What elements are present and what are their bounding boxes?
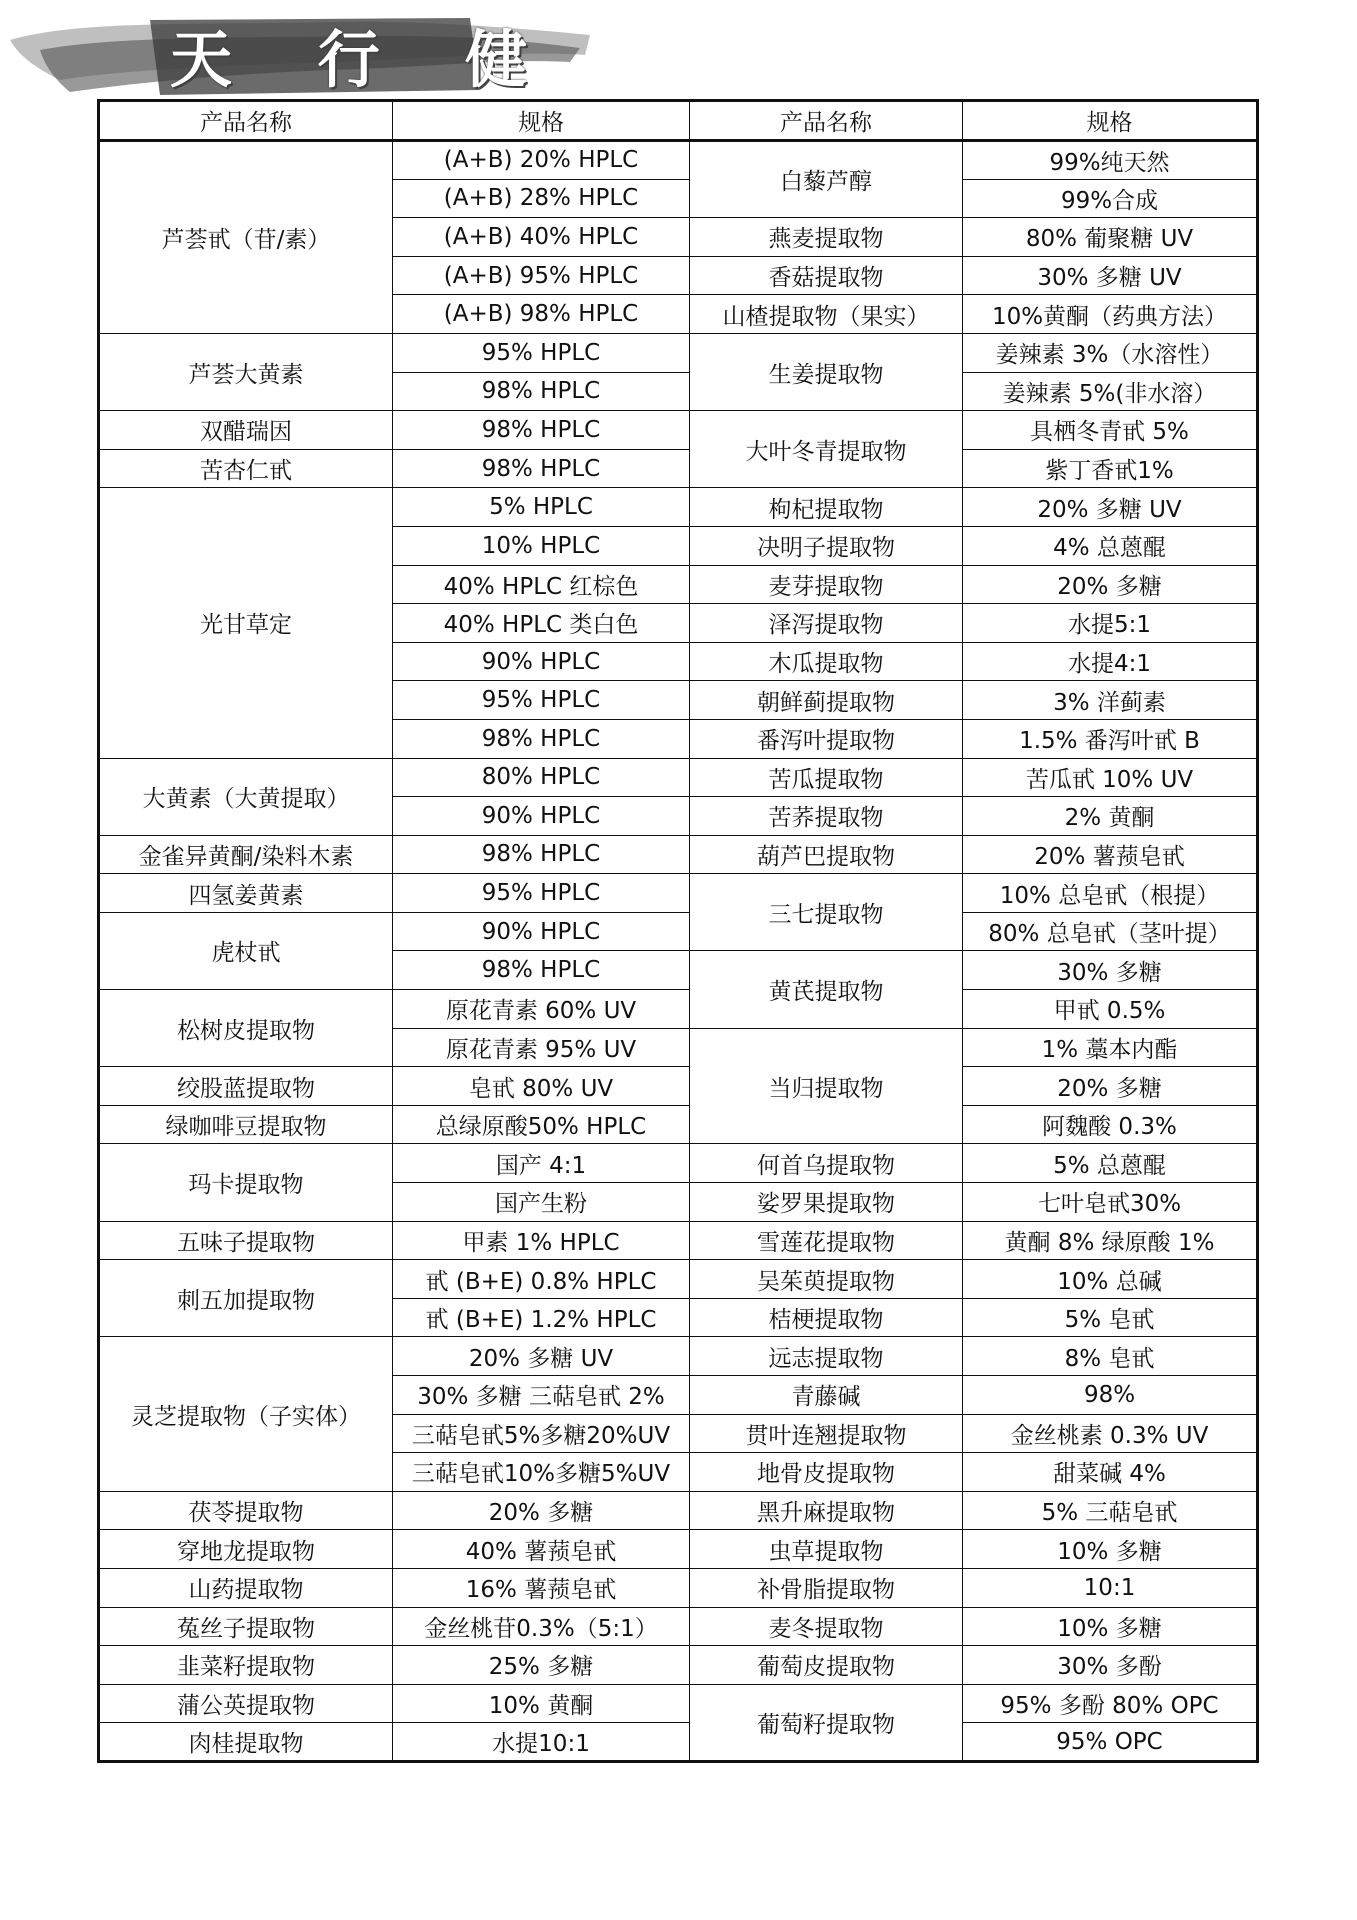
spec-cell: 16% 薯蓣皂甙 [393, 1568, 690, 1607]
table-row [99, 333, 1258, 372]
spec-cell: 金丝桃苷0.3%（5:1） [393, 1607, 690, 1646]
spec-cell: 甲素 1% HPLC [393, 1221, 690, 1260]
product-name-cell: 麦冬提取物 [690, 1607, 963, 1646]
spec-cell: 甲甙 0.5% [963, 990, 1258, 1029]
spec-cell: (A+B) 20% HPLC [393, 141, 690, 180]
spec-cell: 姜辣素 5%(非水溶） [963, 372, 1258, 411]
spec-cell: 5% 皂甙 [963, 1298, 1258, 1337]
table-row [99, 835, 1258, 874]
product-name-cell: 生姜提取物 [690, 333, 963, 410]
table-row [99, 488, 1258, 527]
spec-cell: 10% HPLC [393, 526, 690, 565]
product-name-cell: 白藜芦醇 [690, 141, 963, 218]
product-name-cell: 番泻叶提取物 [690, 719, 963, 758]
product-name-cell: 双醋瑞因 [99, 411, 393, 450]
product-table [97, 99, 1259, 1763]
spec-cell: 98% HPLC [393, 449, 690, 488]
spec-cell: 水提5:1 [963, 604, 1258, 643]
product-name-cell: 葡萄皮提取物 [690, 1646, 963, 1685]
product-name-cell: 苦杏仁甙 [99, 449, 393, 488]
product-name-cell: 四氢姜黄素 [99, 874, 393, 913]
brand-name: 天 行 健 [170, 23, 560, 96]
spec-cell: (A+B) 98% HPLC [393, 295, 690, 334]
spec-cell: 10% 多糖 [963, 1530, 1258, 1569]
product-name-cell: 补骨脂提取物 [690, 1568, 963, 1607]
spec-cell: 水提10:1 [393, 1723, 690, 1762]
spec-cell: 5% HPLC [393, 488, 690, 527]
table-row [99, 758, 1258, 797]
product-name-cell: 朝鲜蓟提取物 [690, 681, 963, 720]
product-name-cell: 葡萄籽提取物 [690, 1684, 963, 1761]
spec-cell: 10% 黄酮 [393, 1684, 690, 1723]
spec-cell: 甙 (B+E) 0.8% HPLC [393, 1260, 690, 1299]
spec-cell: 三萜皂甙10%多糖5%UV [393, 1453, 690, 1492]
product-name-cell: 蒲公英提取物 [99, 1684, 393, 1723]
product-name-cell: 刺五加提取物 [99, 1260, 393, 1337]
spec-cell: 30% 多糖 [963, 951, 1258, 990]
column-header: 规格 [393, 101, 690, 141]
spec-cell: 甜菜碱 4% [963, 1453, 1258, 1492]
spec-cell: 98% HPLC [393, 835, 690, 874]
product-name-cell: 玛卡提取物 [99, 1144, 393, 1221]
table-row [99, 1607, 1258, 1646]
spec-cell: 99%合成 [963, 179, 1258, 218]
spec-cell: 国产生粉 [393, 1183, 690, 1222]
product-name-cell: 肉桂提取物 [99, 1723, 393, 1762]
table-row [99, 1221, 1258, 1260]
table-row [99, 990, 1258, 1029]
product-name-cell: 葫芦巴提取物 [690, 835, 963, 874]
spec-cell: 10%黄酮（药典方法） [963, 295, 1258, 334]
spec-cell: 4% 总蒽醌 [963, 526, 1258, 565]
product-name-cell: 麦芽提取物 [690, 565, 963, 604]
product-name-cell: 光甘草定 [99, 488, 393, 758]
product-name-cell: 大叶冬青提取物 [690, 411, 963, 488]
product-name-cell: 三七提取物 [690, 874, 963, 951]
spec-cell: 10% 总碱 [963, 1260, 1258, 1299]
product-name-cell: 山药提取物 [99, 1568, 393, 1607]
table-row [99, 1530, 1258, 1569]
spec-cell: 10% 总皂甙（根提） [963, 874, 1258, 913]
spec-cell: 98% HPLC [393, 372, 690, 411]
spec-cell: 95% HPLC [393, 333, 690, 372]
product-name-cell: 韭菜籽提取物 [99, 1646, 393, 1685]
spec-cell: 水提4:1 [963, 642, 1258, 681]
spec-cell: 40% 薯蓣皂甙 [393, 1530, 690, 1569]
product-name-cell: 吴茱萸提取物 [690, 1260, 963, 1299]
spec-cell: 姜辣素 3%（水溶性） [963, 333, 1258, 372]
spec-cell: 甙 (B+E) 1.2% HPLC [393, 1298, 690, 1337]
header-row [99, 101, 1258, 141]
spec-cell: 8% 皂甙 [963, 1337, 1258, 1376]
product-name-cell: 何首乌提取物 [690, 1144, 963, 1183]
spec-cell: 98% HPLC [393, 951, 690, 990]
spec-cell: 紫丁香甙1% [963, 449, 1258, 488]
product-name-cell: 黑升麻提取物 [690, 1491, 963, 1530]
product-name-cell: 苦荞提取物 [690, 797, 963, 836]
product-name-cell: 茯苓提取物 [99, 1491, 393, 1530]
spec-cell: 90% HPLC [393, 912, 690, 951]
spec-cell: 2% 黄酮 [963, 797, 1258, 836]
product-name-cell: 山楂提取物（果实） [690, 295, 963, 334]
spec-cell: 皂甙 80% UV [393, 1067, 690, 1106]
table-row [99, 1684, 1258, 1723]
spec-cell: (A+B) 95% HPLC [393, 256, 690, 295]
spec-cell: 98% [963, 1376, 1258, 1415]
spec-cell: 国产 4:1 [393, 1144, 690, 1183]
spec-cell: (A+B) 40% HPLC [393, 218, 690, 257]
table-row [99, 1723, 1258, 1762]
table-row [99, 411, 1258, 450]
table-row [99, 874, 1258, 913]
product-name-cell: 贯叶连翘提取物 [690, 1414, 963, 1453]
product-name-cell: 虫草提取物 [690, 1530, 963, 1569]
column-header: 产品名称 [99, 101, 393, 141]
spec-cell: 10:1 [963, 1568, 1258, 1607]
table-row [99, 141, 1258, 180]
spec-cell: 30% 多酚 [963, 1646, 1258, 1685]
product-name-cell: 桔梗提取物 [690, 1298, 963, 1337]
product-name-cell: 青藤碱 [690, 1376, 963, 1415]
product-name-cell: 当归提取物 [690, 1028, 963, 1144]
spec-cell: 90% HPLC [393, 642, 690, 681]
product-name-cell: 虎杖甙 [99, 912, 393, 989]
product-name-cell: 木瓜提取物 [690, 642, 963, 681]
spec-cell: 七叶皂甙30% [963, 1183, 1258, 1222]
product-name-cell: 芦荟大黄素 [99, 333, 393, 410]
table-row [99, 1067, 1258, 1106]
spec-cell: 20% 多糖 [393, 1491, 690, 1530]
product-name-cell: 燕麦提取物 [690, 218, 963, 257]
product-name-cell: 绞股蓝提取物 [99, 1067, 393, 1106]
spec-cell: 20% 多糖 [963, 565, 1258, 604]
product-name-cell: 黄芪提取物 [690, 951, 963, 1028]
brand-banner [0, 0, 600, 110]
product-name-cell: 苦瓜提取物 [690, 758, 963, 797]
spec-cell: 苦瓜甙 10% UV [963, 758, 1258, 797]
spec-cell: 三萜皂甙5%多糖20%UV [393, 1414, 690, 1453]
product-name-cell: 松树皮提取物 [99, 990, 393, 1067]
spec-cell: 20% 薯蓣皂甙 [963, 835, 1258, 874]
table-row [99, 1260, 1258, 1299]
table-row [99, 1646, 1258, 1685]
spec-cell: 95% HPLC [393, 681, 690, 720]
table-row [99, 1144, 1258, 1183]
spec-cell: 99%纯天然 [963, 141, 1258, 180]
product-name-cell: 五味子提取物 [99, 1221, 393, 1260]
spec-cell: 10% 多糖 [963, 1607, 1258, 1646]
column-header: 规格 [963, 101, 1258, 141]
spec-cell: 40% HPLC 红棕色 [393, 565, 690, 604]
product-name-cell: 芦荟甙（苷/素） [99, 141, 393, 334]
spec-cell: 40% HPLC 类白色 [393, 604, 690, 643]
spec-cell: 20% 多糖 [963, 1067, 1258, 1106]
spec-cell: 98% HPLC [393, 411, 690, 450]
product-name-cell: 金雀异黄酮/染料木素 [99, 835, 393, 874]
table-row [99, 1337, 1258, 1376]
spec-cell: 总绿原酸50% HPLC [393, 1105, 690, 1144]
table-body [99, 141, 1258, 1762]
table-row [99, 449, 1258, 488]
table-row [99, 912, 1258, 951]
product-name-cell: 娑罗果提取物 [690, 1183, 963, 1222]
spec-cell: 20% 多糖 UV [393, 1337, 690, 1376]
product-name-cell: 远志提取物 [690, 1337, 963, 1376]
spec-cell: 95% HPLC [393, 874, 690, 913]
spec-cell: 20% 多糖 UV [963, 488, 1258, 527]
spec-cell: 黄酮 8% 绿原酸 1% [963, 1221, 1258, 1260]
spec-cell: 1.5% 番泻叶甙 B [963, 719, 1258, 758]
product-name-cell: 枸杞提取物 [690, 488, 963, 527]
spec-cell: 95% 多酚 80% OPC [963, 1684, 1258, 1723]
spec-cell: 30% 多糖 三萜皂甙 2% [393, 1376, 690, 1415]
spec-cell: 金丝桃素 0.3% UV [963, 1414, 1258, 1453]
product-name-cell: 地骨皮提取物 [690, 1453, 963, 1492]
product-name-cell: 大黄素（大黄提取） [99, 758, 393, 835]
spec-cell: 80% 葡聚糖 UV [963, 218, 1258, 257]
spec-cell: 1% 藁本内酯 [963, 1028, 1258, 1067]
product-name-cell: 绿咖啡豆提取物 [99, 1105, 393, 1144]
spec-cell: 80% HPLC [393, 758, 690, 797]
spec-cell: 90% HPLC [393, 797, 690, 836]
product-name-cell: 灵芝提取物（子实体） [99, 1337, 393, 1491]
spec-cell: (A+B) 28% HPLC [393, 179, 690, 218]
spec-cell: 原花青素 60% UV [393, 990, 690, 1029]
spec-cell: 5% 总蒽醌 [963, 1144, 1258, 1183]
table-row [99, 1491, 1258, 1530]
spec-cell: 3% 洋蓟素 [963, 681, 1258, 720]
spec-cell: 95% OPC [963, 1723, 1258, 1762]
spec-cell: 具栖冬青甙 5% [963, 411, 1258, 450]
spec-cell: 原花青素 95% UV [393, 1028, 690, 1067]
spec-cell: 25% 多糖 [393, 1646, 690, 1685]
product-name-cell: 决明子提取物 [690, 526, 963, 565]
product-name-cell: 雪莲花提取物 [690, 1221, 963, 1260]
product-name-cell: 穿地龙提取物 [99, 1530, 393, 1569]
product-name-cell: 泽泻提取物 [690, 604, 963, 643]
spec-cell: 阿魏酸 0.3% [963, 1105, 1258, 1144]
spec-cell: 80% 总皂甙（茎叶提） [963, 912, 1258, 951]
table-row [99, 1105, 1258, 1144]
product-name-cell: 菟丝子提取物 [99, 1607, 393, 1646]
column-header: 产品名称 [690, 101, 963, 141]
spec-cell: 5% 三萜皂甙 [963, 1491, 1258, 1530]
table-row [99, 1568, 1258, 1607]
product-name-cell: 香菇提取物 [690, 256, 963, 295]
spec-cell: 98% HPLC [393, 719, 690, 758]
spec-cell: 30% 多糖 UV [963, 256, 1258, 295]
